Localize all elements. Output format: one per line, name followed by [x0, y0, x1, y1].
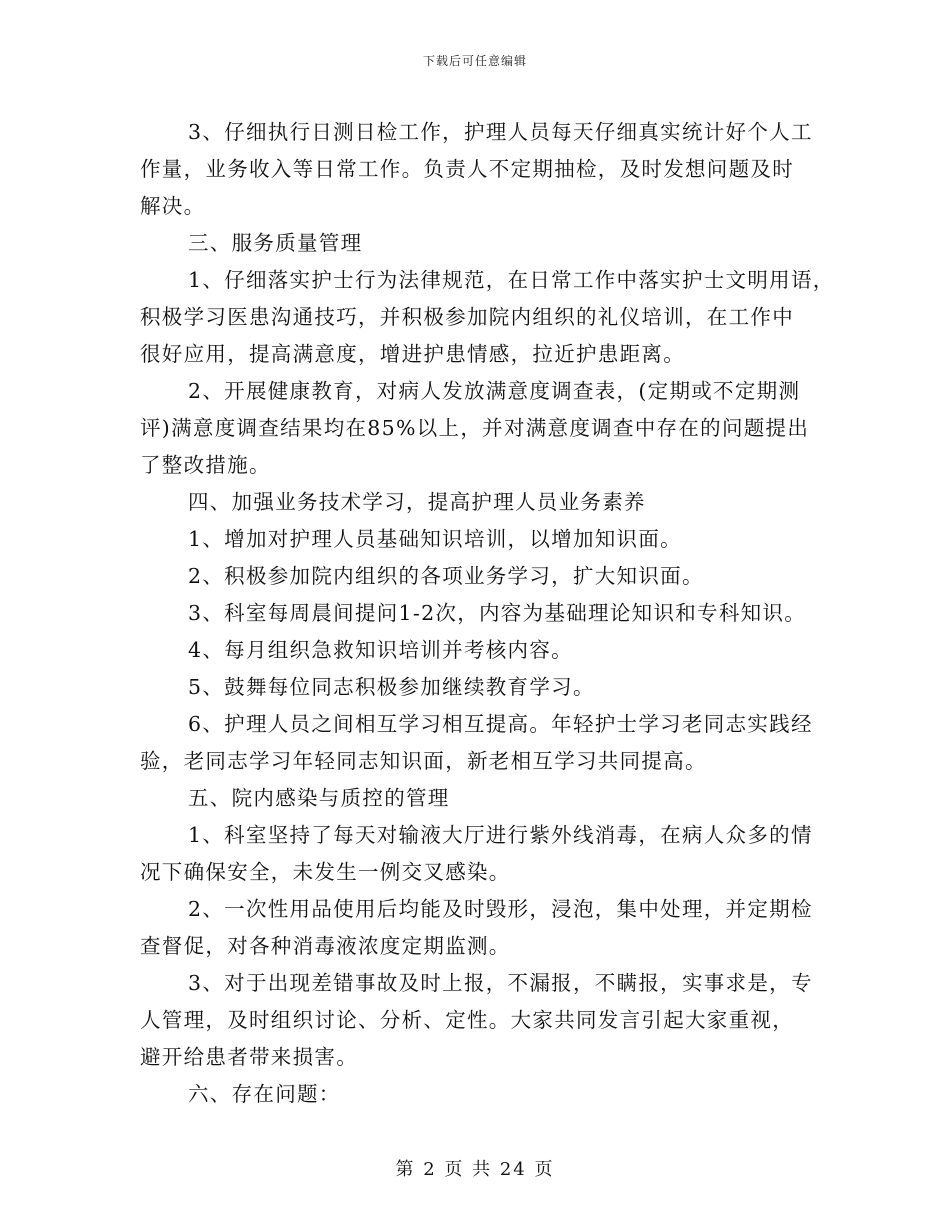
body-line: 1、科室坚持了每天对输液大厅进行紫外线消毒，在病人众多的情 [188, 823, 813, 847]
body-line: 了整改措施。 [140, 453, 271, 477]
body-line: 1、仔细落实护士行为法律规范，在日常工作中落实护士文明用语， [188, 268, 835, 292]
body-line: 评)满意度调查结果均在85%以上，并对满意度调查中存在的问题提出 [140, 416, 810, 440]
body-line: 2、积极参加院内组织的各项业务学习，扩大知识面。 [188, 564, 704, 588]
body-line: 人管理，及时组织讨论、分析、定性。大家共同发言引起大家重视， [140, 1008, 794, 1032]
body-line: 3、科室每周晨间提问1-2次，内容为基础理论知识和专科知识。 [188, 601, 807, 625]
body-line: 况下确保安全，未发生一例交叉感染。 [140, 860, 511, 884]
page-header: 下载后可任意编辑 [422, 54, 527, 68]
body-line: 3、对于出现差错事故及时上报，不漏报，不瞒报，实事求是，专 [188, 971, 813, 995]
body-line: 5、鼓舞每位同志积极参加继续教育学习。 [188, 675, 595, 699]
section-heading: 五、院内感染与质控的管理 [188, 786, 450, 810]
body-line: 验，老同志学习年轻同志知识面，新老相互学习共同提高。 [140, 749, 707, 773]
body-line: 解决。 [140, 194, 206, 218]
page-number-footer: 第 2 页 共 24 页 [395, 1159, 555, 1180]
body-line: 作量，业务收入等日常工作。负责人不定期抽检，及时发想问题及时 [140, 157, 794, 181]
body-line: 2、一次性用品使用后均能及时毁形，浸泡，集中处理，并定期检 [188, 897, 813, 921]
body-line: 3、仔细执行日测日检工作，护理人员每天仔细真实统计好个人工 [188, 120, 813, 144]
body-line: 查督促，对各种消毒液浓度定期监测。 [140, 934, 511, 958]
document-body [140, 114, 835, 1113]
section-heading: 三、服务质量管理 [188, 231, 363, 255]
body-line: 6、护理人员之间相互学习相互提高。年轻护士学习老同志实践经 [188, 712, 813, 736]
body-line: 很好应用，提高满意度，增进护患情感，拉近护患距离。 [140, 342, 685, 366]
body-line: 积极学习医患沟通技巧，并积极参加院内组织的礼仪培训，在工作中 [140, 305, 794, 329]
body-line: 2、开展健康教育，对病人发放满意度调查表，(定期或不定期测 [188, 379, 801, 403]
section-heading: 四、加强业务技术学习，提高护理人员业务素养 [188, 490, 646, 514]
body-line: 4、每月组织急救知识培训并考核内容。 [188, 638, 573, 662]
body-line: 1、增加对护理人员基础知识培训，以增加知识面。 [188, 527, 682, 551]
section-heading: 六、存在问题： [188, 1082, 341, 1106]
body-line: 避开给患者带来损害。 [140, 1045, 358, 1069]
